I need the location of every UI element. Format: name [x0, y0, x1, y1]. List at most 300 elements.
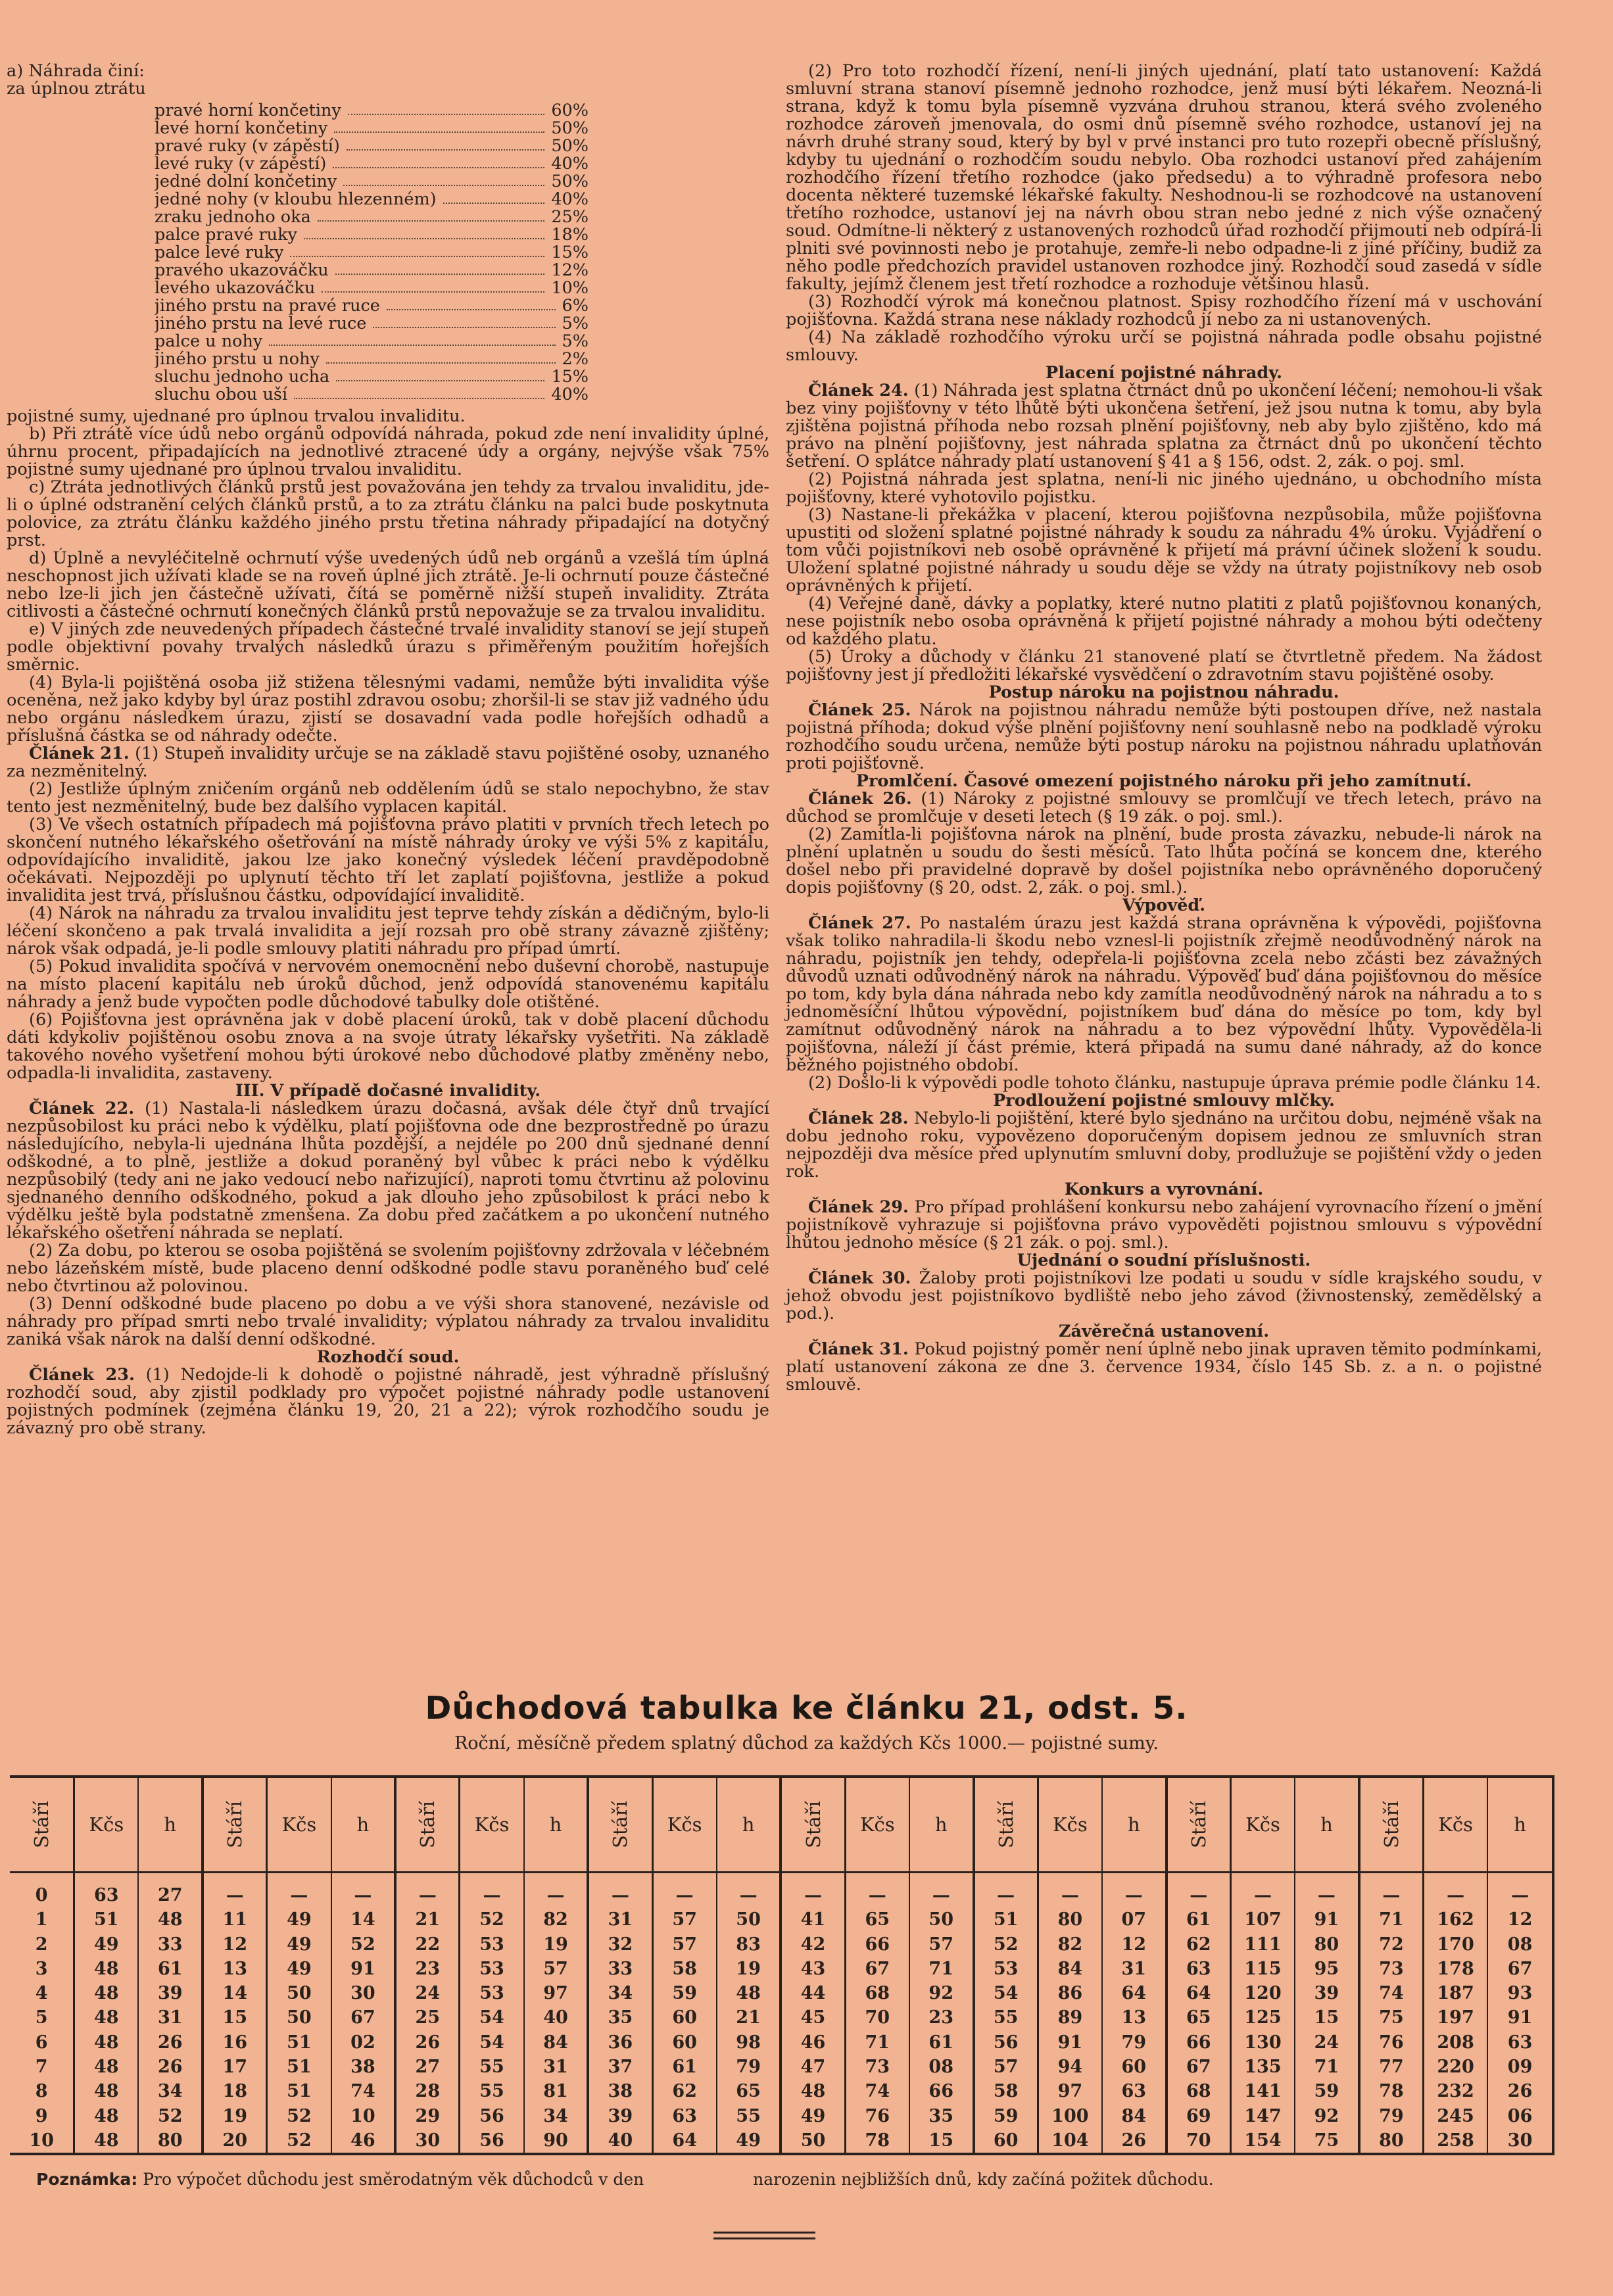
cell-h: 92 [1295, 2103, 1359, 2128]
cell-h: 12 [1507, 1909, 1533, 1930]
list-item [155, 137, 589, 155]
cell-kcs: 50 [267, 2005, 331, 2030]
cell-h: 10 [331, 2103, 396, 2128]
cell-kcs: 80 [1038, 1907, 1102, 1932]
cell-age: — [974, 1873, 1038, 1908]
header-age [1167, 1778, 1231, 1873]
cell-age: 53 [974, 1957, 1038, 1981]
cell-age: 37 [588, 2055, 652, 2079]
table-row [10, 2103, 1552, 2128]
cell-age: 68 [1167, 2079, 1231, 2103]
cell-age: 73 [1359, 1957, 1424, 1981]
cell-kcs: 125 [1230, 2005, 1295, 2030]
list-item [155, 262, 589, 279]
cell-h: 50 [909, 1907, 974, 1932]
cell-kcs: 68 [845, 1981, 909, 2005]
paragraph: (6) Pojišťovna jest oprávněna jak v době placení úroků, tak v době placení důchodu dáti kdykoliv pojištěnou osobu znova a na svoje útraty lékařsky vyšetřiti. Na základě takového nového vyšetření mohou býti úrokové nebo důchodové platby změněny nebo, odpadla-li invalidita, zastaveny. [7, 1010, 769, 1083]
cell-kcs: 55 [460, 2055, 524, 2079]
cell-age: 34 [588, 1981, 652, 2005]
list-item [155, 226, 589, 244]
item-percentage: 12% [551, 260, 589, 280]
cell-h: 12 [1102, 1932, 1167, 1957]
cell-h: 48 [138, 1907, 203, 1932]
item-label: palce pravé ruky [155, 226, 297, 244]
cell-age: 77 [1359, 2055, 1424, 2079]
cell-kcs: 104 [1038, 2128, 1102, 2153]
table-note [36, 2170, 1214, 2189]
cell-age: 56 [974, 2030, 1038, 2055]
cell-age: 80 [1359, 2128, 1424, 2153]
cell-age: — [395, 1873, 460, 1908]
cell-age: 8 [10, 2079, 74, 2103]
note-label: Poznámka: [36, 2170, 138, 2189]
cell-kcs: — [267, 1873, 331, 1908]
header-age-label: Stáří [1187, 1801, 1210, 1848]
header-h: h [717, 1778, 781, 1873]
cell-age: 62 [1167, 1932, 1231, 1957]
right-column [786, 62, 1542, 1394]
left-column [7, 62, 769, 1437]
article-paragraph [7, 745, 769, 780]
cell-h: — [524, 1873, 589, 1908]
cell-age: 24 [395, 1981, 460, 2005]
cell-age: 43 [781, 1957, 845, 1981]
dot-leader [335, 262, 545, 275]
list-item [155, 368, 589, 386]
article-number: Článek 25. [808, 700, 911, 720]
cell-kcs: 97 [1038, 2079, 1102, 2103]
cell-kcs: 51 [267, 2055, 331, 2079]
cell-age: 13 [203, 1957, 267, 1981]
section-title: III. V případě dočasné invalidity. [235, 1081, 541, 1101]
cell-kcs: 162 [1423, 1907, 1487, 1932]
cell-h: 14 [331, 1907, 396, 1932]
paragraph: (2) Jestliže úplným zničením orgánů neb oddělením údů se stalo nepochybno, že stav tento jest nezměnitelný, bude bez dalšího vyplacen kapitál. [7, 779, 769, 817]
cell-h: — [717, 1873, 781, 1908]
cell-age: 45 [781, 2005, 845, 2030]
cell-age: 7 [10, 2055, 74, 2079]
paragraph: (4) Nárok na náhradu za trvalou invaliditu jest teprve tehdy získán a dědičným, bylo-li léčení skončeno a pak trvalá invalidita a její rozsah pro obě strany závazně zjištěny; nárok však odpadá, je-li podle smlouvy platiti náhradu pro případ úmrtí. [7, 903, 769, 959]
item-label: pravé horní končetiny [155, 102, 341, 120]
article-number: Článek 21. [29, 744, 130, 763]
list-item [155, 350, 589, 368]
list-item [155, 333, 589, 350]
cell-h: 31 [138, 2005, 203, 2030]
cell-age: 39 [588, 2103, 652, 2128]
article-number: Článek 31. [808, 1339, 909, 1359]
cell-h: 64 [1102, 1981, 1167, 2005]
cell-age: 55 [974, 2005, 1038, 2030]
cell-h: 67 [331, 2005, 396, 2030]
article-paragraph [786, 702, 1542, 773]
paragraph: (5) Úroky a důchody v článku 21 stanovené platí se čtvrtletně předem. Na žádost pojišťovny jest jí předložiti lékařské vysvědčení o zdravotním stavu pojištěné osoby. [786, 647, 1542, 684]
item-percentage: 15% [551, 367, 589, 387]
cell-age: 10 [10, 2128, 74, 2153]
cell-kcs: 52 [460, 1907, 524, 1932]
list-item [155, 386, 589, 404]
list-item [155, 173, 589, 191]
cell-age: — [781, 1873, 845, 1908]
table-row [10, 1932, 1552, 1957]
article-text: (1) Nedojde-li k dohodě o pojistné náhradě, jest výhradně příslušný rozhodčí soud, aby zjistil podklady pro výpočet pojistné náhrady podle ustanovení pojistných podmínek (zejména článku 19, 20, 21 a 22); výrok rozhodčího soudu je závazný pro obě strany. [7, 1365, 769, 1438]
item-label: jiného prstu na levé ruce [155, 315, 367, 333]
paragraph: (3) Ve všech ostatních případech má pojišťovna právo platiti v prvních třech letech po skončení nutného lékařského ošetřování na místě náhrady úroky ve výši 5% z kapitálu, odpovídajícího invaliditě, jakou lze jako konečný výsledek léčení pravděpodobně očekávati. Nejpozději po uplynutí těchto tří let zaplatí pojišťovna, jestliže a pokud invalidita jest trvá, příslušnou částku, odpovídající invaliditě. [7, 815, 769, 905]
paragraph: d) Úplně a nevyléčitelně ochrnutí výše uvedených údů neb orgánů a vzešlá tím úplná neschopnost jich užívati klade se na roveň úplné jich ztrátě. Je-li ochrnutí pouze částečné nebo lze-li jich jen částečně užívati, čítá se poměrně nižší stupeň invalidity. Ztráta citlivosti a částečné ochrnutí konečných článků prstů nepovažuje se za trvalou invaliditu. [7, 548, 769, 621]
cell-age: 22 [395, 1932, 460, 1957]
cell-kcs: 58 [652, 1957, 717, 1981]
section-title: Postup nároku na pojistnou náhradu. [988, 682, 1339, 702]
cell-kcs: 57 [652, 1907, 717, 1932]
article-text: Nebylo-li pojištění, které bylo sjednáno na určitou dobu, nejméně však na dobu jednoho roku, vypovězeno doporučeným dopisem jednou ze smluvních stran nejpozději dva měsíce před uplynutím smluvní doby, prodlužuje se pojištění vždy o jeden rok. [786, 1109, 1542, 1182]
cell-kcs: 141 [1230, 2079, 1295, 2103]
item-percentage: 40% [551, 189, 589, 209]
item-percentage: 50% [551, 136, 589, 156]
item-percentage: 15% [551, 243, 589, 262]
cell-h: 65 [717, 2079, 781, 2103]
cell-age: 61 [1167, 1907, 1231, 1932]
header-age-label: Stáří [1380, 1801, 1403, 1848]
cell-kcs: 53 [460, 1932, 524, 1957]
paragraph: (2) Za dobu, po kterou se osoba pojištěná se svolením pojišťovny zdržovala v léčebném nebo lázeňském místě, bude placeno denní odškodné podle stavu poraněného buď celé nebo čtvrtinou až polovinou. [7, 1241, 769, 1296]
cell-h: 80 [138, 2128, 203, 2153]
item-label: palce levé ruky [155, 244, 284, 262]
paragraph: (3) Nastane-li překážka v placení, kterou pojišťovna nezpůsobila, může pojišťovna upustiti od složení splatné pojistné náhrady k soudu za náhradu 4% úroku. Vyjádření o tom vůči pojistníkovi neb osobě oprávněné k přijetí má právní účinek složení k soudu. Uložení splatné pojistné náhrady u soudu děje se vždy na útraty pojistníkovy neb osob oprávněných k přijetí. [786, 505, 1542, 596]
cell-age: 67 [1167, 2055, 1231, 2079]
table-title: Důchodová tabulka ke článku 21, odst. 5. [425, 1690, 1188, 1727]
article-number: Článek 26. [808, 789, 912, 809]
note-text-a: Pro výpočet důchodu jest směrodatným věk důchodců v den [143, 2170, 644, 2189]
article-text: Žaloby proti pojistníkovi lze podati u soudu v sídle krajského soudu, v jehož obvodu jest pojistníkovo bydliště nebo jeho závod (živnostenský, zemědělský a pod.). [786, 1268, 1542, 1324]
note-text-b: narozenin nejbližších dnů, kdy začíná požitek důchodu. [753, 2170, 1214, 2189]
header-h: h [1487, 1778, 1552, 1873]
cell-h: 80 [1295, 1932, 1359, 1957]
item-label: jiného prstu u nohy [155, 350, 320, 368]
cell-h: 98 [717, 2030, 781, 2055]
cell-h: 74 [331, 2079, 396, 2103]
item-percentage: 60% [551, 101, 589, 120]
paragraph: (2) Pojistná náhrada jest splatna, není-li nic jiného ujednáno, u obchodního místa pojišťovny, které vyhotovilo pojistku. [786, 469, 1542, 507]
cell-h: 95 [1295, 1957, 1359, 1981]
cell-h: 82 [524, 1907, 589, 1932]
cell-kcs: 111 [1230, 1932, 1295, 1957]
cell-kcs: 48 [74, 1981, 139, 2005]
paragraph: c) Ztráta jednotlivých článků prstů jest považována jen tehdy za trvalou invaliditu, jde-li o úplné odstranění celých článků prstů, a to za ztrátu článku na palci bude poskytnuta polovice, za ztrátu článku každého jiného prstu třetina náhrady připadající na dotyčný prst. [7, 477, 769, 550]
paragraph: (3) Denní odškodné bude placeno po dobu a ve výši shora stanovené, nezávisle od náhrady pro případ smrti nebo trvalé invalidity; výplatou náhrady za trvalou invaliditu zaniká však nárok na další denní odškodné. [7, 1294, 769, 1349]
cell-h: 13 [1102, 2005, 1167, 2030]
item-label: levého ukazováčku [155, 279, 316, 297]
cell-kcs: 48 [74, 2079, 139, 2103]
cell-h: 61 [138, 1957, 203, 1981]
dot-leader [294, 386, 544, 399]
list-item [155, 315, 589, 333]
cell-age: 30 [395, 2128, 460, 2153]
dot-leader [322, 279, 544, 293]
cell-h: — [1511, 1884, 1529, 1905]
article-number: Článek 29. [808, 1197, 909, 1217]
cell-h: 19 [524, 1932, 589, 1957]
dot-leader [334, 120, 544, 133]
cell-h: 63 [1507, 2032, 1533, 2053]
cell-kcs: 49 [267, 1957, 331, 1981]
header-kcs: Kčs [74, 1778, 139, 1873]
cell-age: 35 [588, 2005, 652, 2030]
cell-age: 70 [1167, 2128, 1231, 2153]
header-h: h [524, 1778, 589, 1873]
list-item [155, 244, 589, 262]
item-label: zraku jednoho oka [155, 208, 311, 226]
dot-leader [290, 244, 544, 257]
cell-kcs: 56 [460, 2103, 524, 2128]
article-paragraph [7, 1366, 769, 1437]
cell-age: 15 [203, 2005, 267, 2030]
cell-kcs: 84 [1038, 1957, 1102, 1981]
item-percentage: 2% [562, 349, 589, 369]
section-title: Placení pojistné náhrady. [1046, 363, 1282, 383]
cell-h: — [331, 1873, 396, 1908]
cell-age: 32 [588, 1932, 652, 1957]
article-paragraph [786, 1199, 1542, 1252]
cell-age: 25 [395, 2005, 460, 2030]
section-heading: a) Náhrada činí: [7, 61, 145, 81]
cell-age: 50 [781, 2128, 845, 2153]
annuity-table [10, 1775, 1554, 2155]
cell-kcs: 170 [1423, 1932, 1487, 1957]
list-item [155, 208, 589, 226]
article-number: Článek 22. [29, 1099, 135, 1118]
cell-h: 26 [1507, 2081, 1533, 2102]
header-h: h [331, 1778, 396, 1873]
cell-age: 11 [203, 1907, 267, 1932]
item-label: palce u nohy [155, 333, 263, 350]
cell-kcs: 91 [1038, 2030, 1102, 2055]
paragraph: (4) Veřejné daně, dávky a poplatky, které nutno platiti z platů pojišťovnou konaných, nese pojistník nebo osoba oprávněná k přijetí pojistné náhrady a mohou býti odečteny od každého platu. [786, 594, 1542, 649]
cell-h: 75 [1295, 2128, 1359, 2153]
cell-kcs: 51 [74, 1907, 139, 1932]
paragraph: (4) Byla-li pojištěná osoba již stižena tělesnými vadami, nemůže býti invalidita výše oceněna, než jako kdyby byl úraz postihl zdravou osobu; zhoršil-li se stav již vadného údu nebo orgánu následkem úrazu, zjistí se dosavadní vada podle hořejších odhadů a příslušná částka se od náhrady odečte. [7, 673, 769, 746]
header-kcs: Kčs [1423, 1778, 1487, 1873]
item-percentage: 6% [562, 296, 589, 316]
cell-age: 64 [1167, 1981, 1231, 2005]
cell-h: 26 [1102, 2128, 1167, 2153]
cell-kcs: 49 [267, 1932, 331, 1957]
cell-age: 65 [1167, 2005, 1231, 2030]
cell-age: 57 [974, 2055, 1038, 2079]
header-age-label: Stáří [609, 1801, 632, 1848]
article-number: Článek 24. [808, 381, 909, 400]
cell-age: 31 [588, 1907, 652, 1932]
article-number: Článek 23. [29, 1365, 135, 1385]
cell-h: 46 [331, 2128, 396, 2153]
table-row [10, 1907, 1552, 1932]
item-label: pravé ruky (v zápěstí) [155, 137, 340, 155]
dot-leader [269, 333, 555, 346]
paragraph: b) Při ztrátě více údů nebo orgánů odpovídá náhrada, pokud zde není invalidity úplné, úhrnu procent, připadajících na jednotlivé ztracené údy a orgány, nejvýše však 75% pojistné sumy ujednané pro úplnou trvalou invaliditu. [7, 424, 769, 479]
cell-age: 3 [10, 1957, 74, 1981]
cell-age: 63 [1167, 1957, 1231, 1981]
cell-h: 59 [1295, 2079, 1359, 2103]
cell-kcs: 71 [845, 2030, 909, 2055]
cell-h: 91 [1295, 1907, 1359, 1932]
table-row [10, 1957, 1552, 1981]
header-h: h [138, 1778, 203, 1873]
header-kcs: Kčs [845, 1778, 909, 1873]
table-body [10, 1873, 1552, 2153]
cell-h: 38 [331, 2055, 396, 2079]
cell-kcs: 53 [460, 1957, 524, 1981]
cell-age: 75 [1359, 2005, 1424, 2030]
cell-age: 44 [781, 1981, 845, 2005]
cell-kcs: 147 [1230, 2103, 1295, 2128]
cell-kcs: 53 [460, 1981, 524, 2005]
cell-h: 52 [138, 2103, 203, 2128]
article-text: (1) Stupeň invalidity určuje se na základě stavu pojištěné osoby, uznaného za nezměnitelný. [7, 744, 769, 781]
dot-leader [373, 315, 555, 328]
paragraph: pojistné sumy, ujednané pro úplnou trvalou invaliditu. [7, 406, 466, 426]
item-percentage: 25% [551, 207, 589, 227]
cell-kcs: 66 [845, 1932, 909, 1957]
cell-h: 23 [909, 2005, 974, 2030]
cell-h: 07 [1102, 1907, 1167, 1932]
table-header-row [10, 1778, 1552, 1873]
item-percentage: 40% [551, 385, 589, 404]
cell-age: 14 [203, 1981, 267, 2005]
dot-leader [343, 173, 544, 186]
article-number: Článek 28. [808, 1109, 909, 1128]
cell-h: 35 [909, 2103, 974, 2128]
cell-h: 40 [524, 2005, 589, 2030]
header-age-label: Stáří [802, 1801, 825, 1848]
cell-h: 50 [717, 1907, 781, 1932]
list-item [155, 120, 589, 137]
item-label: levé ruky (v zápěstí) [155, 155, 327, 173]
cell-kcs: 74 [845, 2079, 909, 2103]
cell-kcs: — [1230, 1873, 1295, 1908]
cell-kcs: 48 [74, 2005, 139, 2030]
cell-kcs: 61 [652, 2055, 717, 2079]
cell-h: 27 [138, 1873, 203, 1908]
article-text: Pokud pojistný poměr není úplně nebo jinak upraven těmito podmínkami, platí ustanovení zákona ze dne 3. července 1934, číslo 145 Sb. z. a n. o pojistné smlouvě. [786, 1339, 1542, 1395]
cell-kcs: — [652, 1873, 717, 1908]
article-text: Po nastalém úrazu jest každá strana oprávněna k výpovědi, pojišťovna však toliko nahradila-li škodu nebo vznesl-li pojistník zřejmě neodůvodněný nárok na náhradu, pojistník jen tehdy, odepřela-li pojišťovna zcela nebo zčásti bez závažných důvodů uznati odůvodněný nárok na náhradu. Výpověď buď dána pojišťovnou do měsíce po tom, kdy byla dána náhrada nebo kdy zamítla neodůvodněný nárok na náhradu a to s jednoměsíční lhůtou výpovědní, pojistníkem buď dána do měsíce po tom, kdy byl zamítnut odůvodněný nárok na náhradu a to bez výpovědní lhůty. Vypověděla-li pojišťovna, náleží jí část prémie, která připadá na sumu dané náhrady, až do konce běžného pojistného období. [786, 913, 1542, 1075]
dot-leader [336, 368, 544, 381]
cell-kcs: 70 [845, 2005, 909, 2030]
cell-kcs: — [845, 1873, 909, 1908]
paragraph: (4) Na základě rozhodčího výroku určí se pojistná náhrada podle obsahu pojistné smlouvy. [786, 327, 1542, 365]
list-item [155, 155, 589, 173]
cell-kcs: 86 [1038, 1981, 1102, 2005]
cell-kcs: 48 [74, 2030, 139, 2055]
cell-age: 76 [1359, 2030, 1424, 2055]
cell-h: 31 [524, 2055, 589, 2079]
cell-h: 91 [331, 1957, 396, 1981]
cell-kcs: 178 [1423, 1957, 1487, 1981]
paragraph: (2) Pro toto rozhodčí řízení, není-li jiných ujednání, platí tato ustanovení: Každá smluvní strana stanoví písemně jednoho rozhodce, jenž musí býti lékařem. Neozná-li strana, když k tomu byla písemně vyzvána druhou stranou, která svého zvoleného rozhodce zároveň jmenovala, do osmi dnů písemně svého rozhodce, ustanoví jej na návrh druhé strany soud, který by byl v prvé instanci pro tuto rozepři obecně příslušný, kdyby tu ujednání o rozhodčím soudu nebylo. Oba rozhodci ustanoví před zahájením rozhodčího řízení třetího rozhodce (jako předsedu) a to výhradně profesora nebo docenta některé tuzemské lékařské fakulty. Neshodnou-li se rozhodcové na ustanovení třetího rozhodce, ustanoví jej na návrh obou stran nebo jedné z nich výše označený soud. Odmítne-li některý z ustanovených rozhodců úřad rozhodčí přijmouti neb odpírá-li plniti své povinnosti nebo je protahuje, zemře-li nebo odpadne-li z jiné příčiny, budiž za něho podle předchozích pravidel ustanoven rozhodce jiný. Rozhodčí soud zasedá v sídle fakulty, jejímž členem jest třetí rozhodce a rozhoduje většinou hlasů. [786, 61, 1542, 294]
section-title: Prodloužení pojistné smlouvy mlčky. [993, 1091, 1335, 1111]
cell-h: 34 [138, 2079, 203, 2103]
cell-kcs: 63 [74, 1873, 139, 1908]
table-row [10, 2005, 1552, 2030]
cell-h: 67 [1507, 1958, 1533, 1979]
article-paragraph [786, 1270, 1542, 1323]
cell-age: 42 [781, 1932, 845, 1957]
cell-kcs: 67 [845, 1957, 909, 1981]
header-age-label: Stáří [994, 1801, 1017, 1848]
cell-age: 54 [974, 1981, 1038, 2005]
cell-h: 26 [138, 2030, 203, 2055]
double-rule [713, 2232, 815, 2234]
cell-age: — [1359, 1873, 1424, 1908]
cell-kcs: 94 [1038, 2055, 1102, 2079]
article-number: Článek 27. [808, 913, 911, 933]
cell-kcs: 57 [652, 1932, 717, 1957]
cell-h: 60 [1102, 2055, 1167, 2079]
cell-age: 72 [1359, 1932, 1424, 1957]
item-label: jedné nohy (v kloubu hlezenném) [155, 191, 437, 208]
cell-kcs: 64 [652, 2128, 717, 2153]
cell-kcs: 59 [652, 1981, 717, 2005]
cell-h: 79 [717, 2055, 781, 2079]
dot-leader [348, 102, 545, 115]
paragraph: (3) Rozhodčí výrok má konečnou platnost. Spisy rozhodčího řízení má v uschování pojišťovna. Každá strana nese náklady rozhodců jí nebo za ni ustanovených. [786, 292, 1542, 329]
annuity-table-grid [10, 1778, 1552, 2153]
cell-h: 08 [1507, 1934, 1533, 1955]
table-row [10, 2030, 1552, 2055]
cell-h: 57 [524, 1957, 589, 1981]
cell-kcs: 197 [1423, 2005, 1487, 2030]
cell-h: 34 [524, 2103, 589, 2128]
table-row [10, 1873, 1552, 1908]
cell-kcs: 56 [460, 2128, 524, 2153]
cell-kcs: 60 [652, 2005, 717, 2030]
header-age [203, 1778, 267, 1873]
cell-age: 19 [203, 2103, 267, 2128]
annuity-table-heading [0, 1690, 1613, 1754]
dot-leader [333, 155, 544, 168]
cell-kcs: 50 [267, 1981, 331, 2005]
cell-h: 06 [1507, 2105, 1533, 2126]
cell-kcs: — [460, 1873, 524, 1908]
cell-age: — [588, 1873, 652, 1908]
cell-h: 49 [717, 2128, 781, 2153]
cell-h: 84 [524, 2030, 589, 2055]
cell-age: — [1167, 1873, 1231, 1908]
cell-h: 97 [524, 1981, 589, 2005]
cell-kcs: 54 [460, 2005, 524, 2030]
table-row [10, 2128, 1552, 2153]
header-kcs: Kčs [652, 1778, 717, 1873]
item-label: pravého ukazováčku [155, 262, 329, 279]
cell-kcs: 48 [74, 2103, 139, 2128]
cell-kcs: 135 [1230, 2055, 1295, 2079]
cell-age: 49 [781, 2103, 845, 2128]
cell-age: 27 [395, 2055, 460, 2079]
cell-kcs: 100 [1038, 2103, 1102, 2128]
item-percentage: 50% [551, 172, 589, 191]
item-percentage: 50% [551, 118, 589, 138]
cell-h: 57 [909, 1932, 974, 1957]
cell-h: — [1102, 1873, 1167, 1908]
cell-kcs: 65 [845, 1907, 909, 1932]
header-age [974, 1778, 1038, 1873]
item-percentage: 10% [551, 278, 589, 298]
cell-h: 83 [717, 1932, 781, 1957]
article-text: (1) Nároky z pojistné smlouvy se promlčují ve třech letech, právo na důchod se promlčuje v deseti letech (§ 19 zák. o poj. sml.). [786, 789, 1542, 826]
header-age [1359, 1778, 1424, 1873]
cell-h: 91 [1507, 2007, 1533, 2028]
cell-age: 40 [588, 2128, 652, 2153]
cell-kcs: 89 [1038, 2005, 1102, 2030]
cell-age: 23 [395, 1957, 460, 1981]
